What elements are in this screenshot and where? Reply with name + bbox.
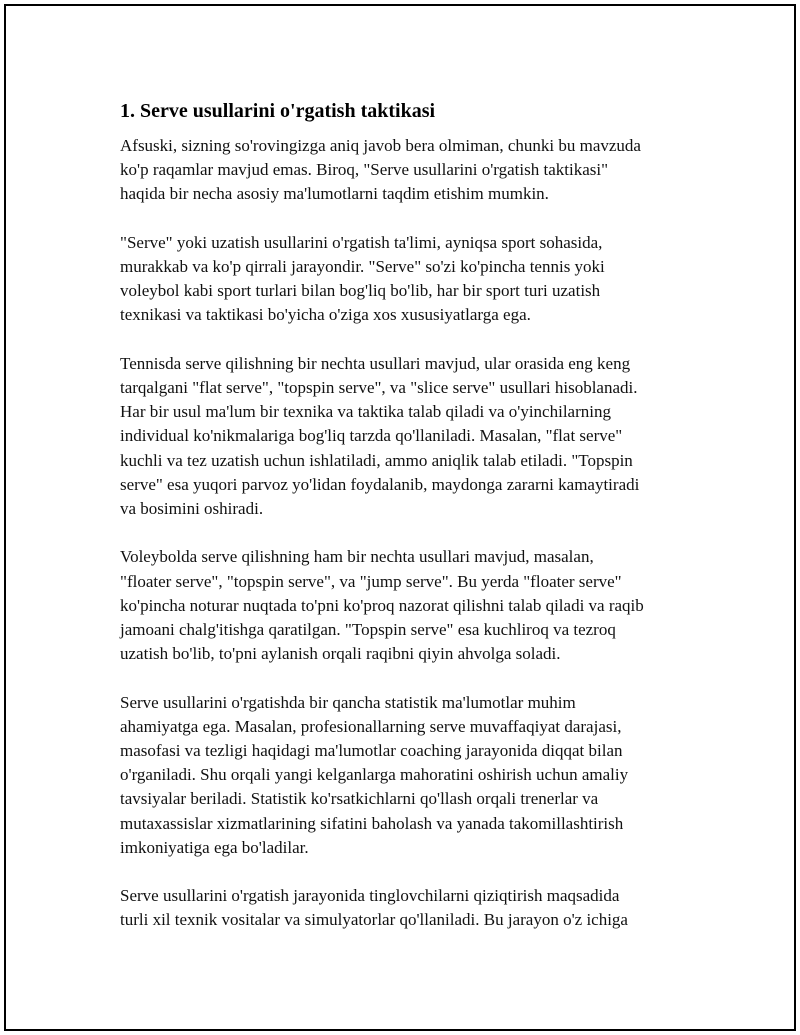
paragraph-line: o'rganiladi. Shu orqali yangi kelganlarga mahoratini oshirish uchun amaliy bbox=[120, 765, 629, 785]
document-content bbox=[120, 98, 700, 933]
body-paragraph bbox=[120, 231, 700, 328]
paragraph-line: ko'p raqamlar mavjud emas. Biroq, "Serve usullarini o'rgatish taktikasi" bbox=[120, 160, 609, 180]
paragraph-line: imkoniyatiga ega bo'ladilar. bbox=[120, 837, 309, 857]
paragraph-line: murakkab va ko'p qirrali jarayondir. "Serve" so'zi ko'pincha tennis yoki bbox=[120, 257, 605, 276]
paragraph-line: jamoani chalg'itishga qaratilgan. "Topspin serve" esa kuchliroq va tezroq bbox=[120, 620, 616, 640]
paragraph-line: voleybol kabi sport turlari bilan bog'liq bo'lib, har bir sport turi uzatish bbox=[120, 281, 601, 301]
page-frame bbox=[4, 4, 796, 1031]
paragraph-line: Tennisda serve qilishning bir nechta usullari mavjud, ular orasida eng keng bbox=[120, 353, 631, 373]
paragraph-line: Serve usullarini o'rgatishda bir qancha statistik ma'lumotlar muhim bbox=[120, 692, 576, 712]
paragraph-line: Serve usullarini o'rgatish jarayonida tinglovchilarni qiziqtirish maqsadida bbox=[120, 886, 620, 906]
paragraph-line: individual ko'nikmalariga bog'liq tarzda qo'llaniladi. Masalan, "flat serve" bbox=[120, 426, 623, 446]
paragraph-line: ko'pincha noturar nuqtada to'pni ko'proq nazorat qilishni talab qiladi va raqib bbox=[120, 595, 644, 615]
paragraph-line: haqida bir necha asosiy ma'lumotlarni taqdim etishim mumkin. bbox=[120, 184, 549, 204]
body-paragraph bbox=[120, 545, 700, 666]
paragraph-line: "floater serve", "topspin serve", va "jump serve". Bu yerda "floater serve" bbox=[120, 571, 622, 591]
body-paragraph bbox=[120, 691, 700, 860]
paragraph-line: ahamiyatga ega. Masalan, profesionallarning serve muvaffaqiyat darajasi, bbox=[120, 716, 622, 736]
page-title: 1. Serve usullarini o'rgatish taktikasi bbox=[120, 100, 436, 122]
paragraph-line: "Serve" yoki uzatish usullarini o'rgatish ta'limi, ayniqsa sport sohasida, bbox=[120, 232, 603, 252]
paragraph-line: kuchli va tez uzatish uchun ishlatiladi, ammo aniqlik talab etiladi. "Topspin bbox=[120, 450, 633, 470]
paragraph-line: va bosimini oshiradi. bbox=[120, 499, 264, 519]
body-paragraph bbox=[120, 884, 700, 932]
paragraph-line: turli xil texnik vositalar va simulyatorlar qo'llaniladi. Bu jarayon o'z ichiga bbox=[120, 910, 628, 930]
paragraph-line: mutaxassislar xizmatlarining sifatini baholash va yanada takomillashtirish bbox=[120, 813, 624, 833]
paragraph-list bbox=[120, 134, 700, 933]
paragraph-line: tarqalgani "flat serve", "topspin serve", va "slice serve" usullari hisoblanadi. bbox=[120, 378, 638, 397]
paragraph-line: texnikasi va taktikasi bo'yicha o'ziga xos xususiyatlarga ega. bbox=[120, 305, 531, 325]
paragraph-line: Afsuski, sizning so'rovingizga aniq javob bera olmiman, chunki bu mavzuda bbox=[120, 136, 641, 155]
paragraph-line: tavsiyalar beriladi. Statistik ko'rsatkichlarni qo'llash orqali trenerlar va bbox=[120, 789, 599, 809]
paragraph-line: masofasi va tezligi haqidagi ma'lumotlar coaching jarayonida diqqat bilan bbox=[120, 741, 623, 761]
body-paragraph bbox=[120, 134, 700, 207]
paragraph-line: uzatish bo'lib, to'pni aylanish orqali raqibni qiyin ahvolga soladi. bbox=[120, 644, 561, 664]
paragraph-line: serve" esa yuqori parvoz yo'lidan foydalanib, maydonga zararni kamaytiradi bbox=[120, 474, 640, 494]
body-paragraph bbox=[120, 352, 700, 521]
paragraph-line: Har bir usul ma'lum bir texnika va taktika talab qiladi va o'yinchilarning bbox=[120, 402, 611, 422]
paragraph-line: Voleybolda serve qilishning ham bir nechta usullari mavjud, masalan, bbox=[120, 547, 594, 567]
